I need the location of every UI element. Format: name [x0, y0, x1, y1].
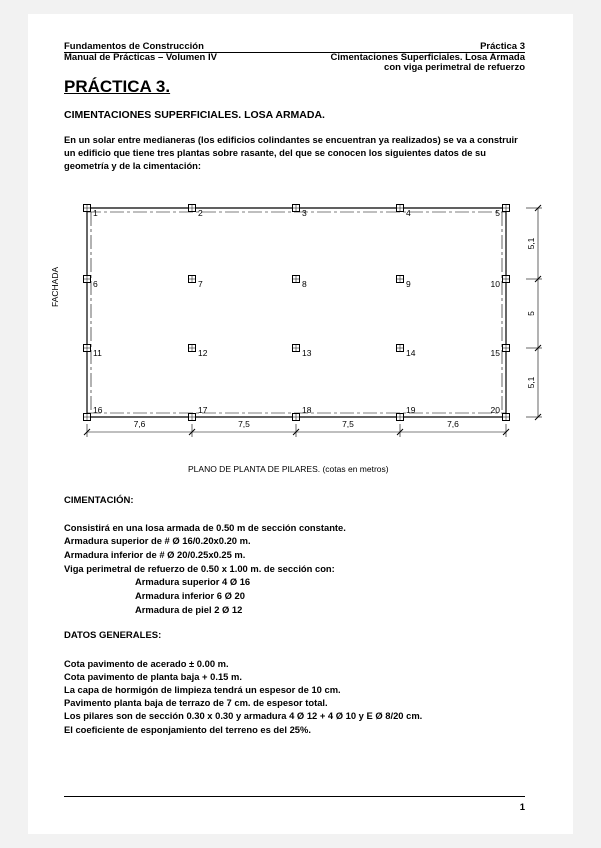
- cimentacion-line: Armadura superior de # Ø 16/0.20x0.20 m.: [64, 535, 251, 546]
- pillar-label: 11: [93, 348, 102, 358]
- dim-label-horizontal: 7,6: [447, 419, 459, 429]
- page-number: 1: [519, 802, 525, 813]
- cimentacion-line: Viga perimetral de refuerzo de 0.50 x 1.00 m. de sección con:: [64, 563, 335, 574]
- pillar-label: 14: [406, 348, 416, 358]
- intro-paragraph: En un solar entre medianeras (los edificios colindantes se encuentran ya realizados) se va a construir un edificio que tiene tres plantas sobre rasante, del que se conocen los siguientes datos de su geometría y de la cimentación:: [64, 134, 518, 171]
- datos-line: Cota pavimento de acerado ± 0.00 m.: [64, 658, 229, 669]
- page-title: PRÁCTICA 3.: [64, 77, 171, 96]
- dim-label-vertical: 5: [526, 311, 536, 316]
- pillar-label: 8: [302, 279, 307, 289]
- cimentacion-subline: Armadura de piel 2 Ø 12: [135, 604, 243, 615]
- cimentacion-subline: Armadura inferior 6 Ø 20: [135, 590, 245, 601]
- cimentacion-line: Armadura inferior de # Ø 20/0.25x0.25 m.: [64, 549, 246, 560]
- datos-heading: DATOS GENERALES:: [64, 630, 162, 641]
- dim-label-horizontal: 7,5: [342, 419, 354, 429]
- dim-label-vertical: 5,1: [526, 237, 536, 250]
- dim-label-vertical: 5,1: [526, 376, 536, 389]
- pillar-label: 4: [406, 208, 411, 218]
- cimentacion-line: Consistirá en una losa armada de 0.50 m de sección constante.: [64, 522, 346, 533]
- datos-line: Cota pavimento de planta baja + 0.15 m.: [64, 671, 242, 682]
- header-topic: Cimentaciones Superficiales. Losa Armada: [330, 52, 525, 63]
- pillar-label: 16: [93, 405, 103, 415]
- datos-line: Pavimento planta baja de terrazo de 7 cm. de espesor total.: [64, 697, 328, 708]
- pillar-label: 15: [490, 348, 500, 358]
- dim-label-horizontal: 7,5: [238, 419, 250, 429]
- pillar-label: 7: [198, 279, 203, 289]
- cimentacion-subline: Armadura superior 4 Ø 16: [135, 576, 251, 587]
- document-page: [28, 14, 573, 834]
- datos-line: La capa de hormigón de limpieza tendrá un espesor de 10 cm.: [64, 684, 341, 695]
- datos-line: El coeficiente de esponjamiento del terreno es del 25%.: [64, 724, 311, 735]
- pillar-label: 13: [302, 348, 312, 358]
- header-topic-cont: con viga perimetral de refuerzo: [384, 62, 525, 73]
- pillar-label: 19: [406, 405, 416, 415]
- header-practice: Práctica 3: [480, 41, 525, 52]
- cimentacion-heading: CIMENTACIÓN:: [64, 495, 134, 506]
- facade-label: FACHADA: [50, 266, 60, 307]
- pillar-label: 20: [490, 405, 500, 415]
- pillar-label: 2: [198, 208, 203, 218]
- pillar-label: 9: [406, 279, 411, 289]
- pillar-label: 5: [495, 208, 500, 218]
- pillar-label: 17: [198, 405, 208, 415]
- datos-line: Los pilares son de sección 0.30 x 0.30 y armadura 4 Ø 12 + 4 Ø 10 y E Ø 8/20 cm.: [64, 710, 423, 721]
- header-course: Fundamentos de Construcción: [64, 41, 204, 52]
- dim-label-horizontal: 7,6: [133, 419, 146, 429]
- section-subtitle: CIMENTACIONES SUPERFICIALES. LOSA ARMADA.: [64, 109, 325, 121]
- footer-rule: [64, 796, 525, 797]
- pillar-label: 6: [93, 279, 98, 289]
- plan-caption: PLANO DE PLANTA DE PILARES. (cotas en metros): [188, 464, 389, 474]
- pillar-label: 3: [302, 208, 307, 218]
- header-manual: Manual de Prácticas – Volumen IV: [64, 52, 217, 63]
- pillar-label: 12: [198, 348, 208, 358]
- pillar-label: 18: [302, 405, 312, 415]
- pillar-label: 10: [490, 279, 500, 289]
- pillar-label: 1: [93, 208, 98, 218]
